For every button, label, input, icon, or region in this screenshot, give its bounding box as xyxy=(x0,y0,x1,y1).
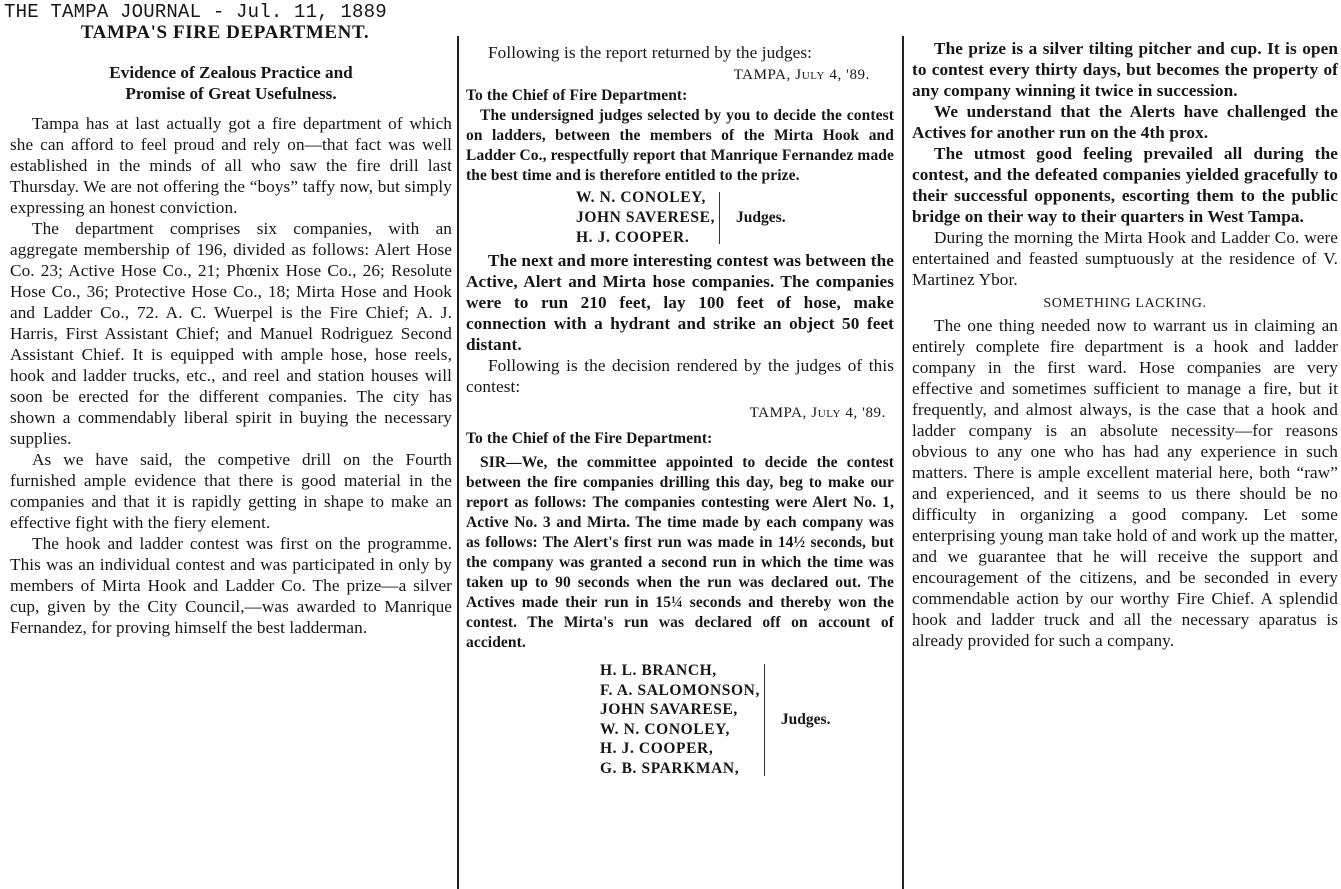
col1-paragraph-1: Tampa has at last actually got a fire department of which she can afford to feel proud and rely on—that fact was well established in the minds of all who saw the fire drill last Thursday. We are not offering the “boys” taffy now, but simply expressing an honest conviction. xyxy=(10,114,452,217)
col3-paragraph-3: The utmost good feeling prevailed all during the contest, and the defeated companies yielded gracefully to their successful opponents, escorting them to the public bridge on their way to their quarters in West Tampa. xyxy=(912,144,1338,226)
judges-1-block xyxy=(466,188,894,248)
judge-name: F. A. SALOMONSON, xyxy=(600,681,760,699)
col3-paragraph-2: We understand that the Alerts have challenged the Actives for another run on the 4th prox. xyxy=(912,102,1338,142)
judges-2-names xyxy=(600,661,760,778)
col3-paragraph-5: The one thing needed now to warrant us in claiming an entirely complete fire department is a hook and ladder company in the first ward. Hose companies are very effective and sometimes sufficient to manage a fire, but it frequently, and almost always, is the case that a hook and ladder company is an absolute necessity—for reasons obvious to any one who has had any experience in such matters. There is ample excellent material here, both “raw” and experienced, and it seems to us there should be no difficulty in organizing a good company. Let some enterprising young man take hold of and work up the matter, and we guarantee that he will receive the support and encouragement of the citizens, and be seconded in every commendable action by our worthy Fire Chief. A splendid hook and ladder truck and all the necessary aparatus is already provided for such a company. xyxy=(912,316,1338,650)
deck-line-1: Evidence of Zealous Practice and xyxy=(109,63,353,82)
judge-name: H. L. BRANCH, xyxy=(600,662,717,679)
col1-paragraph-2: The department comprises six companies, with an aggregate membership of 196, divided as follows: Alert Hose Co. 23; Active Hose Co., 21; Phœnix Hose Co., 26; Resolute Hose Co., 36; Protective Hose Co., 18; Mirta Hose and Hook and Ladder Co., 72. A. C. Wuerpel is the Fire Chief; A. J. Harris, First Assistant Chief; and Manuel Rodriguez Second Assistant Chief. It is equipped with ample hose, hose reels, hook and ladder trucks, etc., and reel and station houses will soon be erected for the different companies. The city has shown a commendably liberal spirit in buying the necessary supplies. xyxy=(10,219,452,448)
judge-name: W. N. CONOLEY, xyxy=(600,720,730,738)
judges-1-names xyxy=(576,188,715,248)
article-deck xyxy=(10,62,452,104)
judge-name: W. N. CONOLEY, xyxy=(576,189,706,206)
brace-mark xyxy=(719,192,730,244)
judges-1-label: Judges. xyxy=(736,209,786,226)
column-rule-left xyxy=(457,36,459,889)
judge-name: G. B. SPARKMAN, xyxy=(600,759,740,777)
col2-paragraph-3: Following is the decision rendered by the judges of this contest: xyxy=(466,356,894,396)
committee-letter: SIR—We, the committee appointed to decide the contest between the fire companies drilling this day, beg to make our report as follows: The companies contesting were Alert No. 1, Active No. 3 and Mirta. The time made by each company was as follows: The Alert's first run was made in 14½ seconds, but the company was granted a second run in which the time was taken up to 90 seconds when the run was declared out. The Actives made their run in 15¼ seconds and thereby won the contest. The Mirta's run was declared off on account of accident. xyxy=(466,454,894,651)
page-header: THE TAMPA JOURNAL - Jul. 11, 1889 xyxy=(4,1,387,23)
brace-mark xyxy=(764,664,775,776)
column-rule-right xyxy=(902,36,904,889)
judge-name: H. J. COOPER, xyxy=(600,740,714,757)
judge-name: JOHN SAVARESE, xyxy=(600,701,738,718)
col2-paragraph-1: Following is the report returned by the judges: xyxy=(488,43,813,62)
deck-line-2: Promise of Great Usefulness. xyxy=(125,84,337,103)
judges-letter-1: The undersigned judges selected by you to decide the contest on ladders, between the members of the Mirta Hook and Ladder Co., respectfully report that Manrique Fernandez made the best time and is therefore entitled to the prize. xyxy=(466,107,894,184)
col3-paragraph-4: During the morning the Mirta Hook and Ladder Co. were entertained and feasted sumptuously at the residence of V. Martinez Ybor. xyxy=(912,228,1338,289)
subhead-something-lacking: SOMETHING LACKING. xyxy=(1043,296,1207,311)
salutation-1: To the Chief of Fire Department: xyxy=(466,87,688,104)
col2-paragraph-2: The next and more interesting contest was between the Active, Alert and Mirta hose companies. The companies were to run 210 feet, lay 100 feet of hose, make connection with a hydrant and strike an object 50 feet distant. xyxy=(466,251,894,354)
dateline-2: TAMPA, July 4, '89. xyxy=(749,405,886,421)
judges-2-label: Judges. xyxy=(780,710,831,728)
article-headline: TAMPA'S FIRE DEPARTMENT. xyxy=(80,22,370,43)
judges-2-block xyxy=(466,661,894,778)
col1-paragraph-3: As we have said, the competive drill on the Fourth furnished ample evidence that there is good material in the companies and that it is rapidly getting in shape to make an effective fight with the fiery element. xyxy=(10,450,452,532)
salutation-2: To the Chief of the Fire Department: xyxy=(466,430,713,447)
col3-paragraph-1: The prize is a silver tilting pitcher and cup. It is open to contest every thirty days, but becomes the property of any company winning it twice in succession. xyxy=(912,39,1338,100)
dateline-1: TAMPA, July 4, '89. xyxy=(733,67,870,83)
judge-name: H. J. COOPER. xyxy=(576,229,690,246)
judge-name: JOHN SAVERESE, xyxy=(576,209,716,226)
col1-paragraph-4: The hook and ladder contest was first on the programme. This was an individual contest and was participated in only by members of Mirta Hook and Ladder Co. The prize—a silver cup, given by the City Council,—was awarded to Manrique Fernandez, for proving himself the best ladderman. xyxy=(10,534,452,637)
